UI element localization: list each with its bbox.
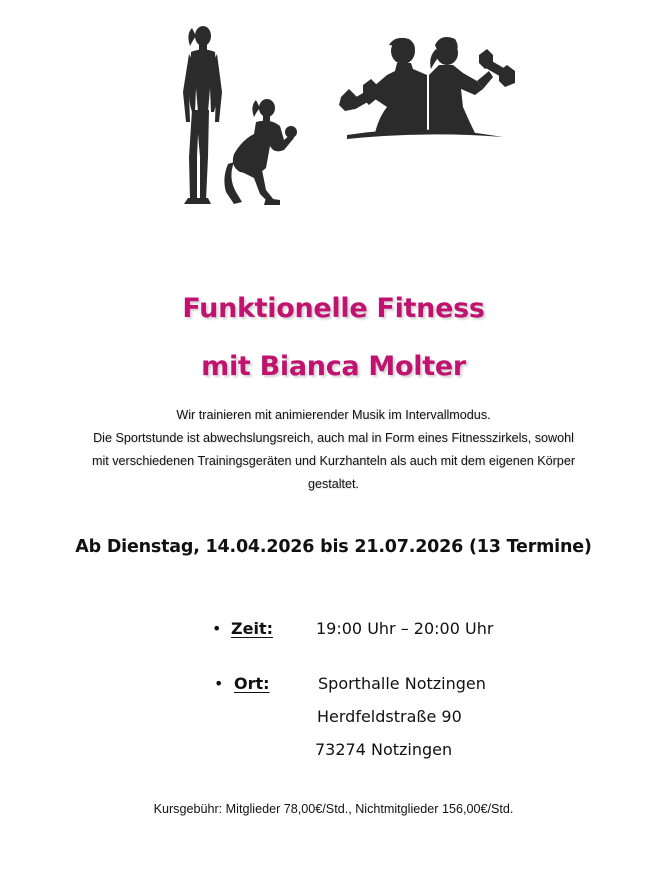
location-venue: Sporthalle Notzingen	[318, 674, 486, 693]
course-fee: Kursgebühr: Mitglieder 78,00€/Std., Nichtmitglieder 156,00€/Std.	[153, 802, 514, 816]
bullet-icon: •	[212, 619, 222, 638]
woman-standing-and-squatting-icon	[170, 22, 305, 207]
description-line: mit verschiedenen Trainingsgeräten und Kurzhanteln als auch mit dem eigenen Körper	[91, 454, 576, 468]
time-label: Zeit:	[231, 619, 273, 638]
time-value: 19:00 Uhr – 20:00 Uhr	[316, 619, 494, 638]
location-street: Herdfeldstraße 90	[317, 707, 462, 726]
time-row	[0, 619, 667, 643]
page-subtitle: mit Bianca Molter	[201, 351, 466, 382]
bullet-icon: •	[214, 674, 224, 693]
description-line: Wir trainieren mit animierender Musik im Intervallmodus.	[176, 408, 491, 422]
course-description	[60, 404, 607, 496]
description-line: Die Sportstunde ist abwechslungsreich, auch mal in Form eines Fitnesszirkels, sowohl	[93, 431, 574, 445]
description-line: gestaltet.	[307, 477, 360, 491]
page-title: Funktionelle Fitness	[182, 293, 485, 324]
man-and-woman-dumbbell-icon	[335, 35, 520, 145]
location-label: Ort:	[234, 674, 270, 693]
location-row	[0, 674, 667, 698]
course-dates: Ab Dienstag, 14.04.2026 bis 21.07.2026 (13 Termine)	[75, 537, 592, 557]
location-city: 73274 Notzingen	[315, 740, 453, 759]
